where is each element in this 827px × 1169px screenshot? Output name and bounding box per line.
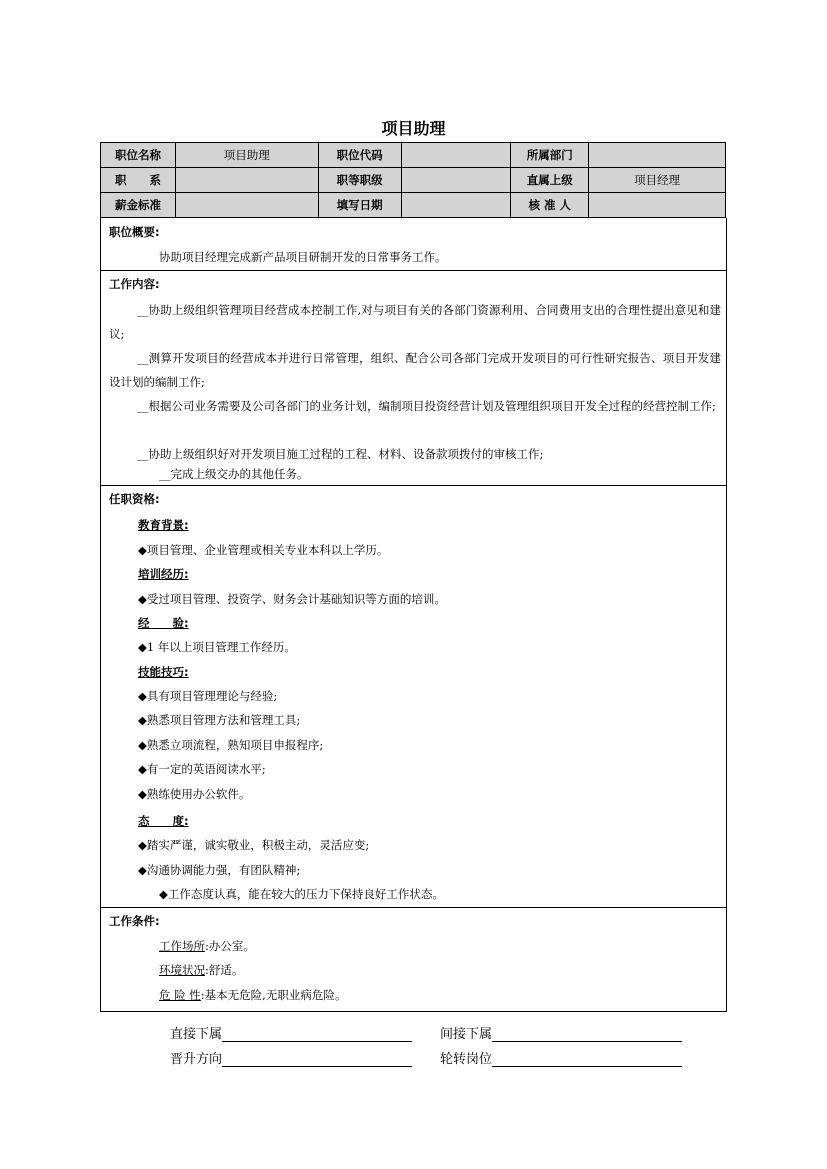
grade-value <box>401 168 511 193</box>
position-code-label: 职位代码 <box>318 143 401 168</box>
position-name-value: 项目助理 <box>175 143 318 168</box>
promotion-field <box>170 1048 412 1067</box>
work-item: __协助上级组织好对开发项目施工过程的工程、材料、设备款项拨付的审核工作; <box>137 447 544 461</box>
skill-item: ◆熟悉立项流程，熟知项目申报程序; <box>138 738 324 752</box>
attitude-item: ◆沟通协调能力强，有团队精神; <box>138 863 301 877</box>
rotation-label: 轮转岗位 <box>440 1052 493 1067</box>
rotation-line[interactable] <box>492 1052 682 1067</box>
work-item: __协助上级组织管理项目经营成本控制工作,对与项目有关的各部门资源利用、合同费用支出的合理性提出意见和建议; <box>109 303 721 341</box>
header-table <box>100 142 726 218</box>
direct-subordinate-field <box>170 1023 412 1042</box>
risk-row <box>159 987 346 1003</box>
conditions-label: 工作条件: <box>109 914 160 928</box>
indirect-subordinate-label: 间接下属 <box>440 1027 493 1042</box>
work-item: __完成上级交办的其他任务。 <box>159 467 309 481</box>
attitude-item: ◆踏实严谨，诚实敬业，积极主动，灵活应变; <box>138 838 370 852</box>
fill-date-value <box>401 193 511 218</box>
direct-subordinate-line[interactable] <box>222 1027 412 1042</box>
work-item: __根据公司业务需要及公司各部门的业务计划，编制项目投资经营计划及管理组织项目开发全过程的经营控制工作; <box>137 399 716 413</box>
risk-key: 危 险 性 <box>159 988 201 1002</box>
risk-value: :基本无危险,无职业病危险。 <box>200 988 347 1002</box>
conditions-section <box>100 907 727 1012</box>
indirect-subordinate-field <box>440 1023 682 1042</box>
overview-section <box>100 218 727 271</box>
training-title: 培训经历: <box>138 567 189 581</box>
grade-label: 职等职级 <box>318 168 401 193</box>
environment-value: :舒适。 <box>205 963 244 977</box>
supervisor-value: 项目经理 <box>589 168 726 193</box>
salary-value <box>175 193 318 218</box>
experience-item: ◆1 年以上项目管理工作经历。 <box>138 640 296 654</box>
education-title: 教育背景: <box>138 518 189 532</box>
workplace-value: :办公室。 <box>205 939 255 953</box>
salary-label: 薪金标准 <box>101 193 176 218</box>
page-title: 项目助理 <box>381 119 446 138</box>
qualification-section <box>100 485 727 908</box>
supervisor-label: 直属上级 <box>511 168 589 193</box>
approver-value <box>589 193 726 218</box>
qualification-label: 任职资格: <box>109 492 160 506</box>
department-label: 所属部门 <box>511 143 589 168</box>
promotion-line[interactable] <box>222 1052 412 1067</box>
attitude-title: 态 度: <box>138 814 189 828</box>
approver-label: 核 准 人 <box>511 193 589 218</box>
environment-key: 环境状况 <box>159 963 205 977</box>
workplace-key: 工作场所 <box>159 939 205 953</box>
position-name-label: 职位名称 <box>101 143 176 168</box>
overview-label: 职位概要: <box>109 225 160 239</box>
skill-item: ◆有一定的英语阅读水平; <box>138 762 266 776</box>
education-item: ◆项目管理、企业管理或相关专业本科以上学历。 <box>138 543 389 557</box>
skills-title: 技能技巧: <box>138 665 189 679</box>
overview-text: 协助项目经理完成新产品项目研制开发的日常事务工作。 <box>159 250 447 264</box>
experience-title: 经 验: <box>138 616 189 630</box>
direct-subordinate-label: 直接下属 <box>170 1027 223 1042</box>
promotion-label: 晋升方向 <box>170 1052 223 1067</box>
indirect-subordinate-line[interactable] <box>492 1027 682 1042</box>
skill-item: ◆具有项目管理理论与经验; <box>138 689 278 703</box>
skill-item: ◆熟悉项目管理方法和管理工具; <box>138 713 301 727</box>
attitude-item: ◆工作态度认真，能在较大的压力下保持良好工作状态。 <box>159 887 444 901</box>
environment-row <box>159 962 243 978</box>
skill-item: ◆熟练使用办公软件。 <box>138 787 251 801</box>
rotation-field <box>440 1048 682 1067</box>
training-item: ◆受过项目管理、投资学、财务会计基础知识等方面的培训。 <box>138 592 446 606</box>
department-value <box>589 143 726 168</box>
fill-date-label: 填写日期 <box>318 193 401 218</box>
workplace-row <box>159 938 255 954</box>
position-code-value <box>401 143 511 168</box>
job-family-label: 职 系 <box>101 168 176 193</box>
job-family-value <box>175 168 318 193</box>
work-item: __测算开发项目的经营成本并进行日常管理，组织、配合公司各部门完成开发项目的可行性研究报告、项目开发建设计划的编制工作; <box>109 351 721 389</box>
work-label: 工作内容: <box>109 277 160 291</box>
work-section <box>100 270 727 486</box>
